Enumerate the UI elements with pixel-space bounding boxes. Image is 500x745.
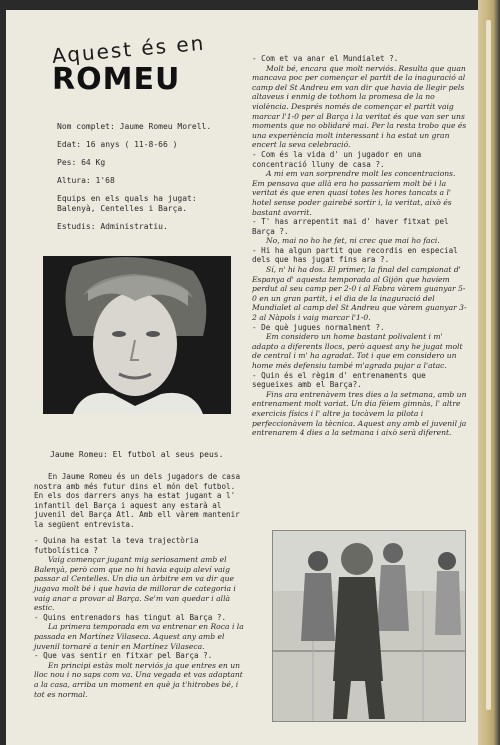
answer: Fins ara entrenàvem tres dies a la setmana, amb un entrenament molt variat. Un dia fèiem gimnàs, l' altre exercicis físics i l' altre ja tocàvem la pilota i perfeccionàvem la tècnica. Aquest any amb el juvenil ja entrenarem 4 dies a la setmana i això serà diferent. [252,389,467,438]
answer: En principi estàs molt nerviós ja que entres en un lloc nou i no saps com va. Una vegada et vas adaptant a la casa, arriba un moment en què ja t'hitrobes bé, i tot es normal. [34,660,243,699]
question: - Quin és el règim d' entrenaments que segueixes amb el Barça?. [252,370,426,390]
photo-caption: Jaume Romeu: El futbol al seus peus. [50,450,224,459]
answer: Molt bé, encara que molt nerviós. Resulta que quan mancava poc per començar el partit de la inaguració al camp del St Andreu em van dir que havia de llegir pels altaveus i enmig de tothom la promesa de la no violència. Després només de començar el partit vaig marcar l'1-0 per al Barça i la veritat és que van ser uns moments que no oblidaré mai. Per la resta trobo que és una experiència molt interessant i ha estat un gran encert la seva celebració. [252,63,467,150]
question: - Quina ha estat la teva trajectòria futbolística ? [34,536,199,555]
question: - Quins entrenadors has tingut al Barça ?. [34,612,227,622]
answer: Sí, n' hi ha dos. El primer, la final del campionat d' Espanya d' aquesta temporada al Gijón que havíem perdut al seu camp per 2-0 i al Fabra vàrem guanyar 5-0 en un gran partit, i el dia de la inaguració del Mundialet al camp del St Andreu que vàrem guanyar 3-2 al Nàpols i vaig marcar l'1-0. [252,265,467,323]
answer: La primera temporada em va entrenar en Roca i la passada en Martínez Vilaseca. Aquest any amb el juvenil tornaré a tenir en Martínez Vilaseca. [34,622,244,651]
profile-row: Nom complet: Jaume Romeu Morell. [57,122,212,131]
intro-paragraph: En Jaume Romeu és un dels jugadors de casa nostra amb més futur dins el món del futbol. En els dos darrers anys ha estat jugant a l' infantil del Barça i aquest any estarà al juvenil del Barça Atl. Amb ell vàrem mantenir la següent entrevista. [34,472,241,529]
article-title-name: ROMEU [52,62,181,97]
interview-right-column [252,54,467,438]
answer: No, mai no ho he fet, ni crec que mai ho faci. [266,236,440,246]
question: - Hi ha algun partit que recordis en especial dels que has jugat fins ara ?. [252,245,458,265]
answer: Em considero un home bastant polivalent i m' adapto a diferents llocs, però aquest any he jugat molt de central i m' ha agradat. Tot i que em considero un home més defensiu també m'agrada pujar a l'atac. [252,332,463,370]
profile-box [57,122,232,240]
question: - De què jugues normalment ?. [252,322,385,332]
profile-row: Pes: 64 Kg [57,158,106,167]
profile-row: Equips en els quals ha jugat: Balenyà, Centelles i Barça. [57,194,197,213]
page-binding [478,0,500,745]
profile-row: Altura: 1'68 [57,176,115,185]
action-photo [272,530,466,722]
portrait-photo [43,256,231,414]
question: - Com et va anar el Mundialet ?. [252,54,399,63]
profile-row: Estudis: Administratiu. [57,222,168,231]
answer: Vaig començar jugant mig seriosament amb el Balenyà, però com que no hi havia equip aleví vaig passar al Centelles. Un dia un àrbitre em va dir que jugava molt bé i que havia de millorar de categoria i vaig anar a provar al Barça. Se'm van quedar i allà estic. [34,555,236,613]
interview-left-column [34,536,246,699]
question: - Com és la vida d' un jugador en una concentració lluny de casa ?. [252,149,422,169]
article-title: Aquest és en [50,30,207,68]
question: - Que vas sentir en fitxar pel Barça ?. [34,651,213,661]
question: - T' has arrepentit mai d' haver fitxat pel Barça ?. [252,217,449,236]
answer: A mi em van sorprendre molt les concentracions. Em pensava que allà era ho passaríem molt bé i la veritat és que eren quasi totes les hores tancats a l' hotel sense poder gairebé sortir i, la veritat, això és bastant avorrit. [252,169,456,217]
profile-row: Edat: 16 anys ( 11-8-66 ) [57,140,178,149]
